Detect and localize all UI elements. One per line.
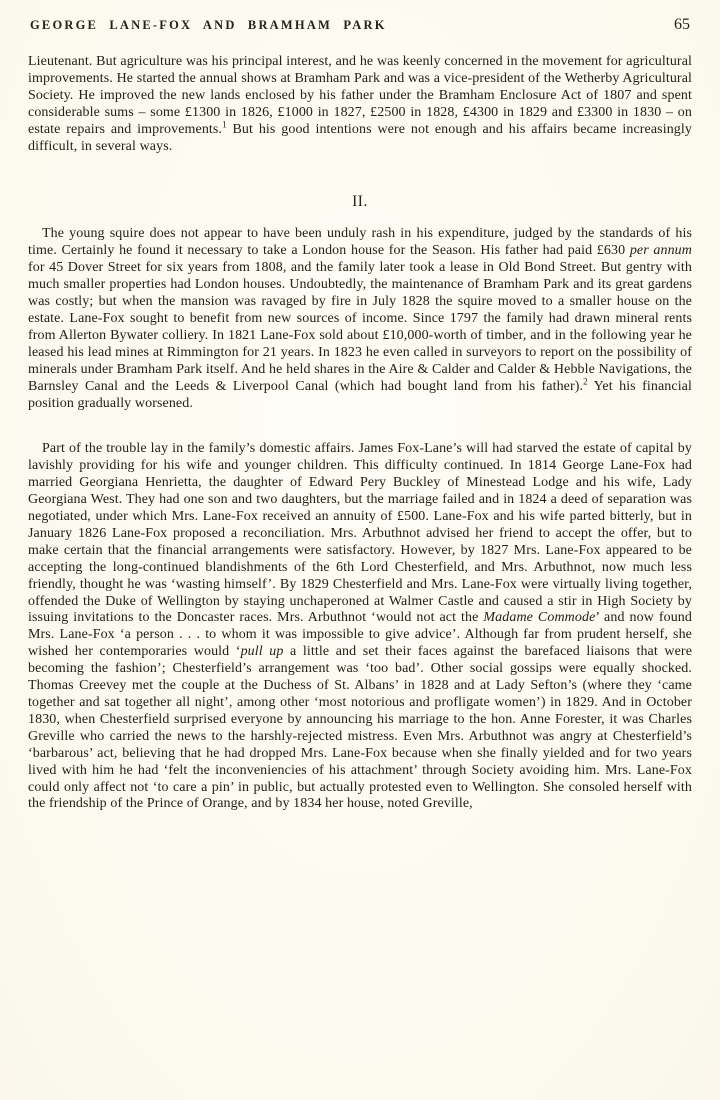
paragraph-agriculture xyxy=(28,54,692,155)
paragraph-domestic-affairs xyxy=(28,441,692,813)
text-segment-superscript: 2 xyxy=(583,375,588,386)
text-segment: Lieutenant. But agriculture was his principal interest, and he was keenly concerned in the movement for agricultural improvements. He started the annual shows at Bramham Park and was a vice-president of the Wetherby Agricultural Society. He improved the new lands enclosed by his father under the Bramham Enclosure Act of 1807 and spent considerable sums – some £1300 in 1826, £1000 in 1827, £2500 in 1828, £4300 in 1829 and £3300 in 1830 – on estate repairs and improvements. xyxy=(28,54,692,137)
text-segment: The young squire does not appear to have been unduly rash in his expenditure, judged by the standards of his time. Certainly he found it necessary to take a London house for the Season. His father had paid £630 xyxy=(28,226,692,259)
paragraph-expenditure xyxy=(28,226,692,412)
text-segment: Yet his financial position gradually worsened. xyxy=(28,378,692,411)
text-segment-superscript: 1 xyxy=(222,118,227,129)
running-header xyxy=(30,16,690,34)
text-segment: But his good intentions were not enough and his affairs became increasingly difficult, in several ways. xyxy=(28,121,692,154)
text-segment: ’ and now found Mrs. Lane-Fox ‘a person . . . to whom it was impossible to give advice’. Although far from prudent herself, she wished her contemporaries would ‘ xyxy=(28,610,692,660)
text-segment-italic: pull up xyxy=(240,644,284,660)
text-segment: Part of the trouble lay in the family’s domestic affairs. James Fox-Lane’s will had starved the estate of capital by lavishly providing for his wife and younger children. This difficulty continued. In 1814 George Lane-Fox had married Georgiana Henrietta, the daughter of Edward Pery Buckley of Minestead Lodge and his wife, Lady Georgiana West. They had one son and two daughters, but the marriage failed and in 1824 a deed of separation was negotiated, under which Mrs. Lane-Fox received an annuity of £500. Lane-Fox and his wife parted bitterly, but in January 1826 Lane-Fox proposed a reconciliation. Mrs. Arbuthnot advised her friend to accept the offer, but to make certain that the financial arrangements were satisfactory. However, by 1827 Mrs. Lane-Fox appeared to be accepting the long-continued blandishments of the 6th Lord Chesterfield, and Mrs. Arbuthnot, now much less friendly, thought he was ‘wasting himself’. By 1829 Chesterfield and Mrs. Lane-Fox were virtually living together, offended the Duke of Wellington by staying unchaperoned at Walmer Castle and caused a stir in High Society by issuing invitations to the Doncaster races. Mrs. Arbuthnot ‘would not act the xyxy=(28,441,692,626)
running-title: GEORGE LANE-FOX AND BRAMHAM PARK xyxy=(30,18,387,32)
text-segment-italic: Madame Commode xyxy=(483,610,596,626)
text-segment: a little and set their faces against the barefaced liaisons that were becoming the fashion’; Chesterfield’s arrangement was ‘too bad’. Other social gossips were equally shocked. Thomas Creevey met the couple at the Duchess of St. Albans’ in 1828 and at Lady Sefton’s (where they ‘came together and sat together all night’, among other ‘most notorious and profligate women’) in 1829. And in October 1830, when Chesterfield surprised everyone by announcing his marriage to the hon. Anne Forester, it was Charles Greville who carried the news to the harshly-rejected mistress. Even Mrs. Arbuthnot was angry at Chesterfield’s ‘barbarous’ act, believing that he had dropped Mrs. Lane-Fox because when she finally yielded and for two years lived with him he had ‘felt the inconveniencies of his attachment’ through Society avoiding him. Mrs. Lane-Fox could only affect not ‘to care a pin’ in public, but actually protested even to Wellington. She consoled herself with the friendship of the Prince of Orange, and by 1834 her house, noted Greville, xyxy=(28,644,693,812)
text-segment: for 45 Dover Street for six years from 1808, and the family later took a lease in Old Bond Street. But gentry with much smaller properties had London houses. Undoubtedly, the maintenance of Bramham Park and its great gardens was costly; but when the mansion was ravaged by fire in July 1828 the squire moved to a smaller house on the estate. Lane-Fox sought to benefit from new sources of income. Since 1797 the family had drawn mineral rents from Allerton Bywater colliery. In 1821 Lane-Fox sold about £10,000-worth of timber, and in the following year he leased his lead mines at Rimmington for 21 years. In 1823 he even called in surveyors to report on the possibility of minerals under Bramham Park itself. And he held shares in the Aire & Calder and Calder & Hebble Navigations, the Barnsley Canal and the Leeds & Liverpool Canal (which had bought land from his father). xyxy=(28,260,692,394)
page-number: 65 xyxy=(674,16,690,33)
section-heading-ii: II. xyxy=(352,193,368,211)
text-segment-italic: per annum xyxy=(629,243,692,259)
